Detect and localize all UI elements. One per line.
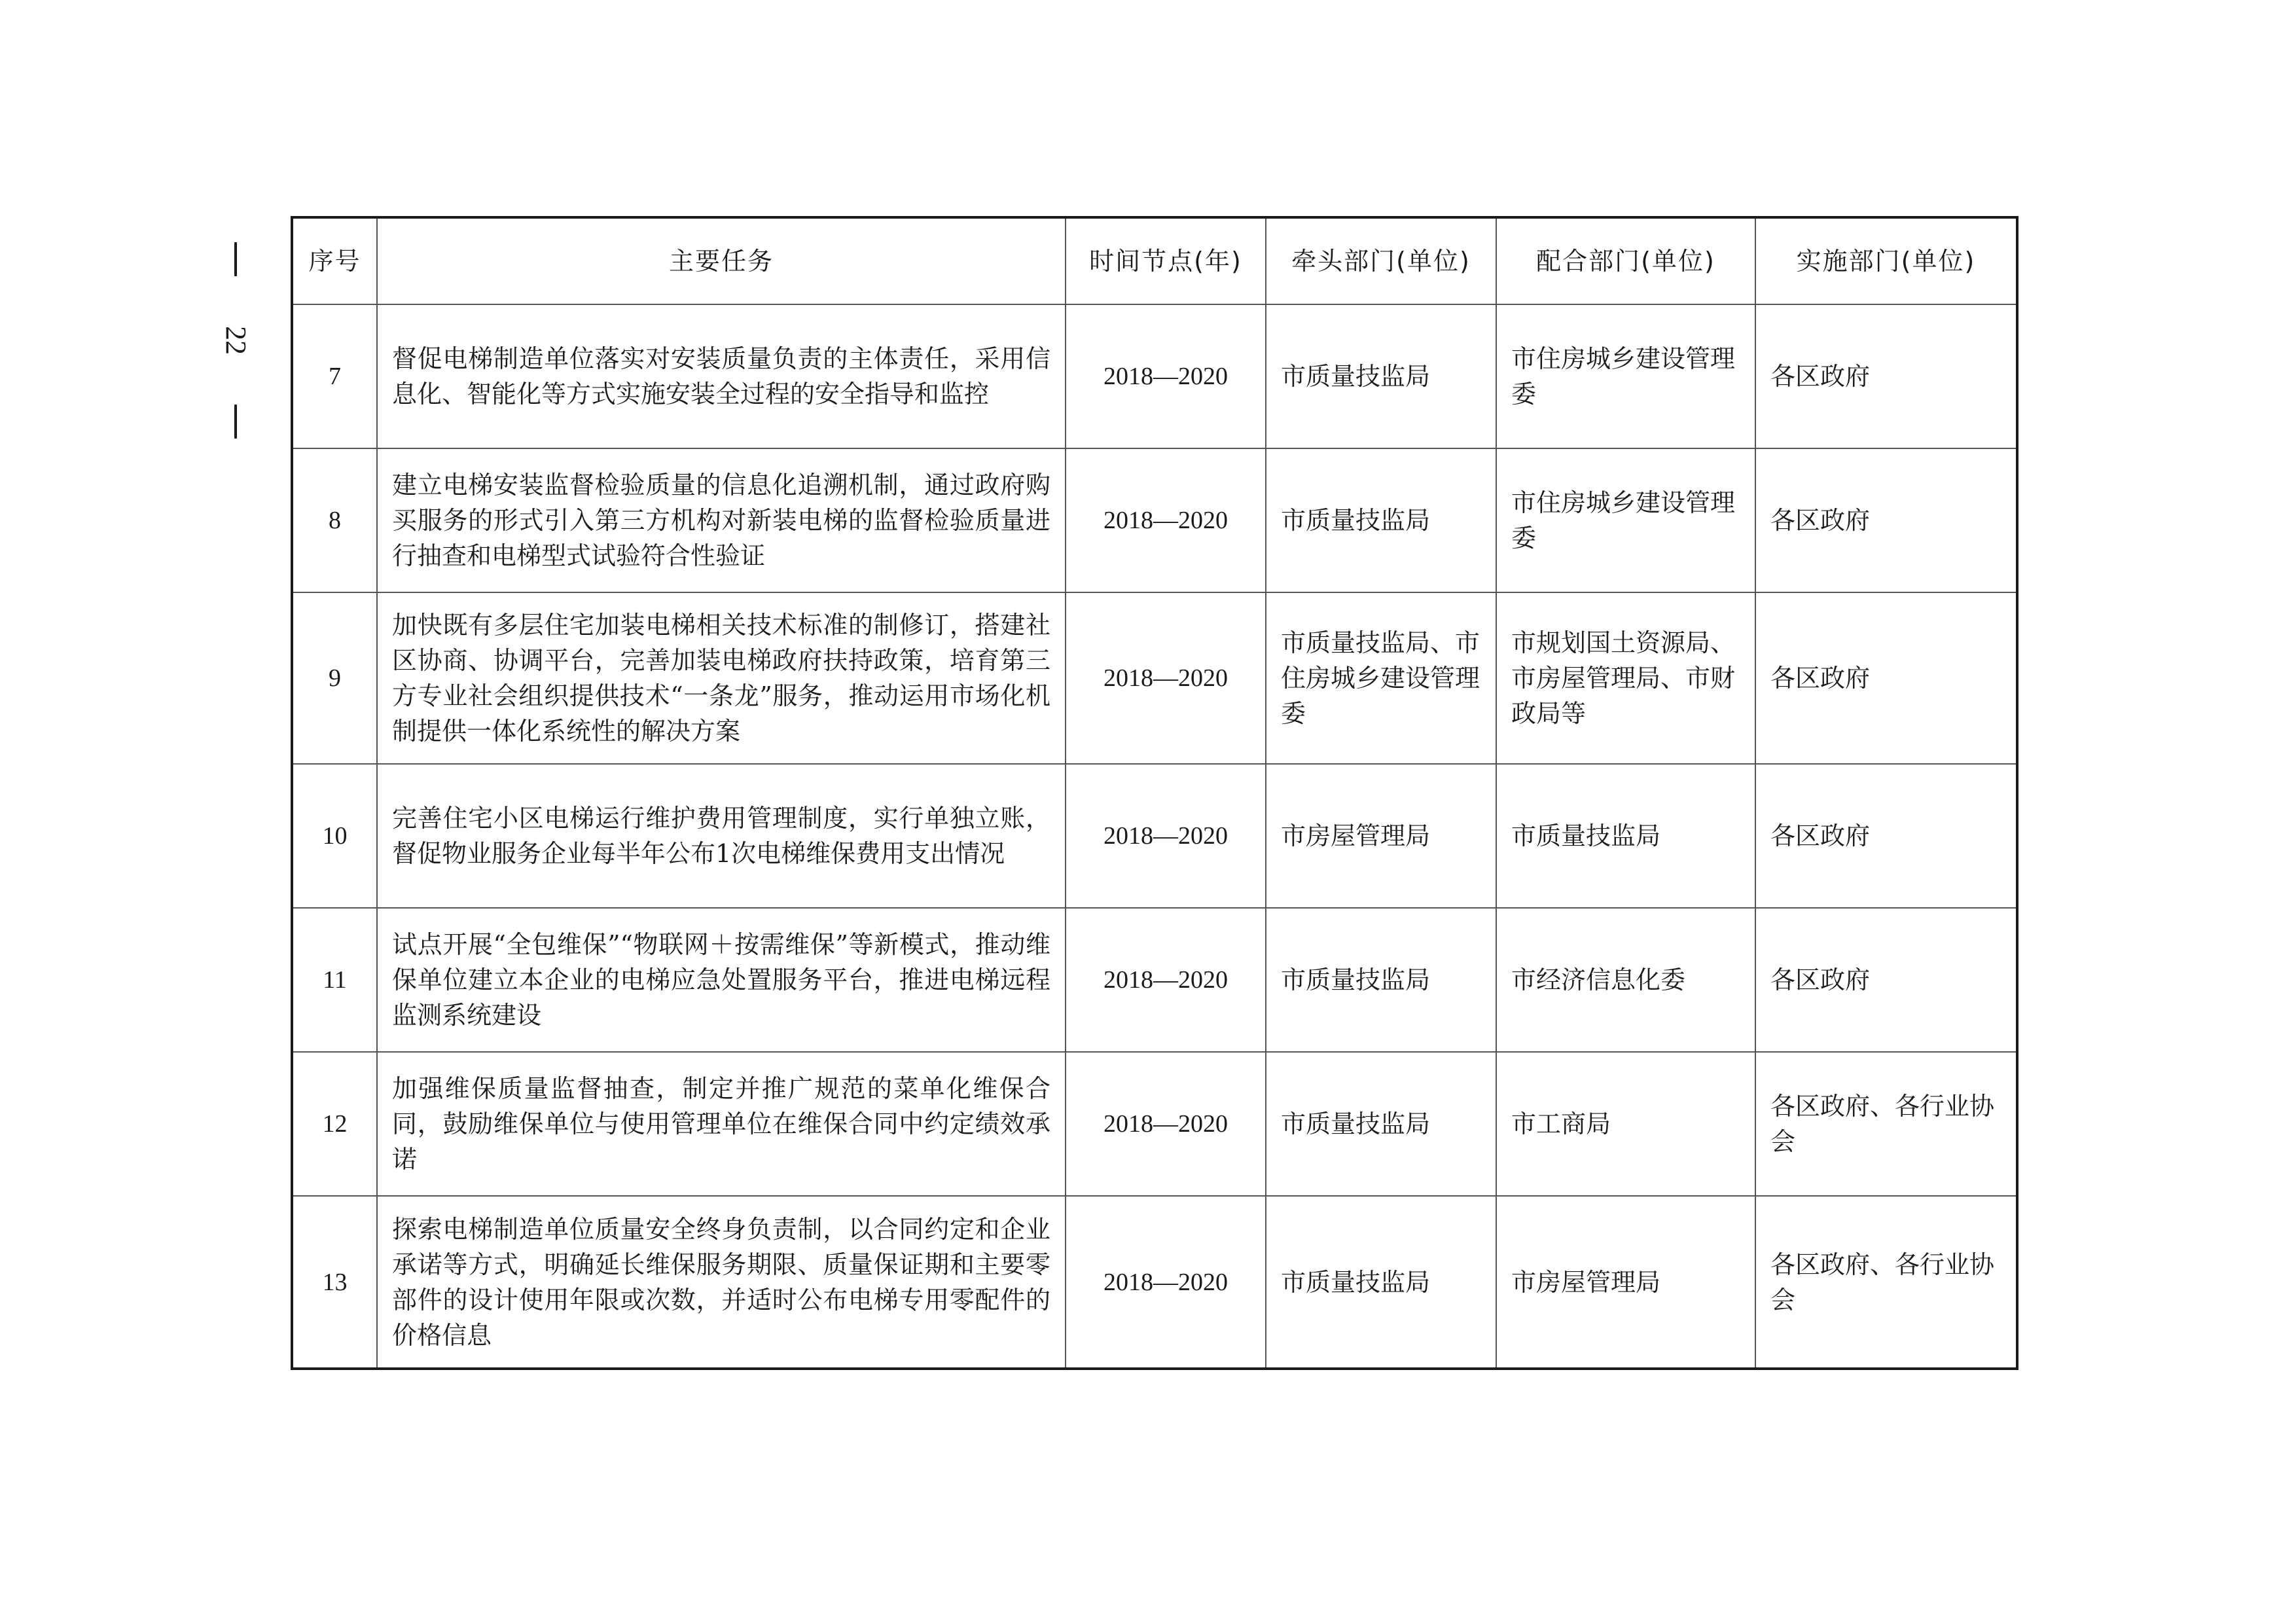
cell-impl: 各区政府、各行业协会 [1755, 1196, 2017, 1369]
cell-lead: 市质量技监局 [1266, 1052, 1496, 1196]
cell-no: 8 [292, 448, 377, 592]
cell-time: 2018—2020 [1066, 448, 1266, 592]
cell-impl: 各区政府 [1755, 592, 2017, 764]
cell-coop: 市规划国土资源局、市房屋管理局、市财政局等 [1496, 592, 1755, 764]
cell-task: 探索电梯制造单位质量安全终身负责制，以合同约定和企业承诺等方式，明确延长维保服务期限、质量保证期和主要零部件的设计使用年限或次数，并适时公布电梯专用零配件的价格信息 [377, 1196, 1066, 1369]
cell-no: 10 [292, 764, 377, 908]
cell-time: 2018—2020 [1066, 304, 1266, 448]
cell-time: 2018—2020 [1066, 1052, 1266, 1196]
header-no: 序号 [292, 217, 377, 304]
cell-task: 建立电梯安装监督检验质量的信息化追溯机制，通过政府购买服务的形式引入第三方机构对新装电梯的监督检验质量进行抽查和电梯型式试验符合性验证 [377, 448, 1066, 592]
cell-task: 试点开展“全包维保”“物联网＋按需维保”等新模式，推动维保单位建立本企业的电梯应急处置服务平台，推进电梯远程监测系统建设 [377, 908, 1066, 1052]
table-header-row [292, 217, 2017, 304]
cell-lead: 市质量技监局、市住房城乡建设管理委 [1266, 592, 1496, 764]
table-row [292, 1052, 2017, 1196]
cell-no: 9 [292, 592, 377, 764]
cell-no: 11 [292, 908, 377, 1052]
header-task: 主要任务 [377, 217, 1066, 304]
cell-time: 2018—2020 [1066, 592, 1266, 764]
cell-impl: 各区政府、各行业协会 [1755, 1052, 2017, 1196]
cell-task: 加快既有多层住宅加装电梯相关技术标准的制修订，搭建社区协商、协调平台，完善加装电梯政府扶持政策，培育第三方专业社会组织提供技术“一条龙”服务，推动运用市场化机制提供一体化系统性的解决方案 [377, 592, 1066, 764]
header-coop: 配合部门(单位) [1496, 217, 1755, 304]
table-row [292, 592, 2017, 764]
table-row [292, 908, 2017, 1052]
cell-no: 12 [292, 1052, 377, 1196]
cell-impl: 各区政府 [1755, 304, 2017, 448]
table-row [292, 304, 2017, 448]
cell-task: 完善住宅小区电梯运行维护费用管理制度，实行单独立账，督促物业服务企业每半年公布1次电梯维保费用支出情况 [377, 764, 1066, 908]
cell-coop: 市质量技监局 [1496, 764, 1755, 908]
cell-lead: 市质量技监局 [1266, 304, 1496, 448]
cell-lead: 市质量技监局 [1266, 1196, 1496, 1369]
table-row [292, 764, 2017, 908]
cell-lead: 市质量技监局 [1266, 908, 1496, 1052]
cell-time: 2018—2020 [1066, 908, 1266, 1052]
cell-coop: 市经济信息化委 [1496, 908, 1755, 1052]
cell-task: 督促电梯制造单位落实对安装质量负责的主体责任，采用信息化、智能化等方式实施安装全过程的安全指导和监控 [377, 304, 1066, 448]
header-time: 时间节点(年) [1066, 217, 1266, 304]
cell-lead: 市质量技监局 [1266, 448, 1496, 592]
page-number-text: 22 [220, 326, 252, 355]
cell-coop: 市房屋管理局 [1496, 1196, 1755, 1369]
page-number [216, 242, 255, 439]
cell-lead: 市房屋管理局 [1266, 764, 1496, 908]
cell-task: 加强维保质量监督抽查，制定并推广规范的菜单化维保合同，鼓励维保单位与使用管理单位在维保合同中约定绩效承诺 [377, 1052, 1066, 1196]
page-number-dash-bottom [234, 405, 237, 439]
header-lead: 牵头部门(单位) [1266, 217, 1496, 304]
cell-time: 2018—2020 [1066, 764, 1266, 908]
cell-impl: 各区政府 [1755, 908, 2017, 1052]
cell-no: 13 [292, 1196, 377, 1369]
cell-no: 7 [292, 304, 377, 448]
cell-coop: 市住房城乡建设管理委 [1496, 448, 1755, 592]
page-number-dash-top [234, 242, 237, 276]
task-table [291, 216, 2018, 1370]
cell-impl: 各区政府 [1755, 448, 2017, 592]
table-row [292, 448, 2017, 592]
cell-impl: 各区政府 [1755, 764, 2017, 908]
header-impl: 实施部门(单位) [1755, 217, 2017, 304]
cell-coop: 市工商局 [1496, 1052, 1755, 1196]
table-row [292, 1196, 2017, 1369]
cell-coop: 市住房城乡建设管理委 [1496, 304, 1755, 448]
cell-time: 2018—2020 [1066, 1196, 1266, 1369]
